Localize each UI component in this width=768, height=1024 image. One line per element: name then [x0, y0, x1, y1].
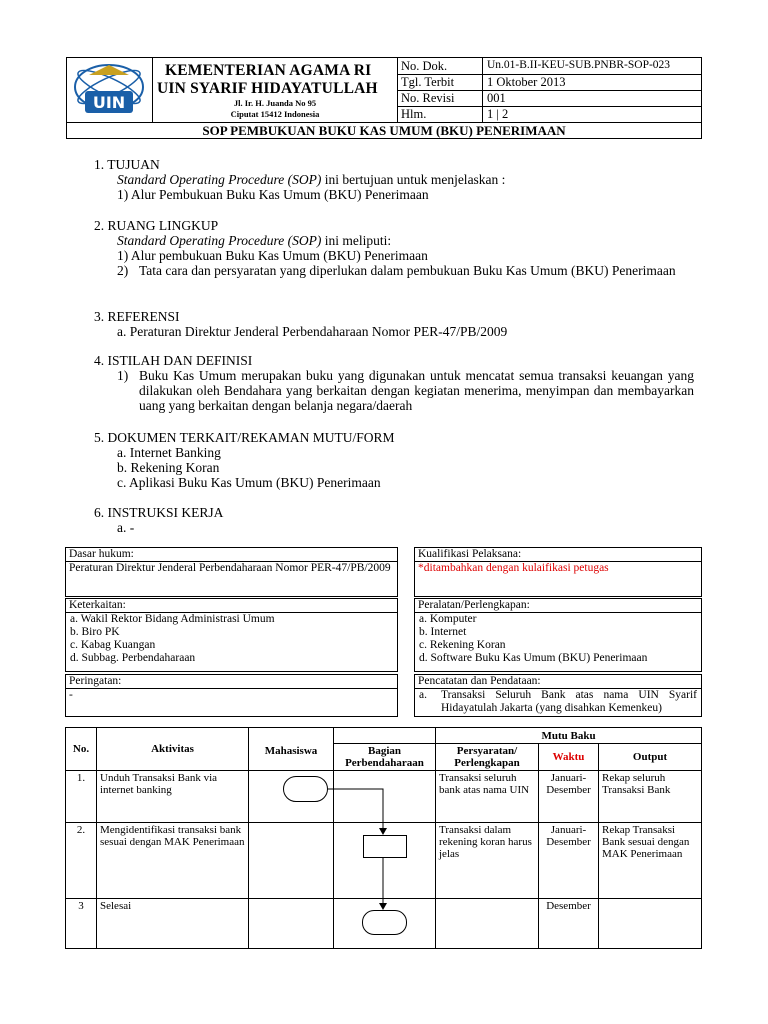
row-output: Rekap seluruh Transaksi Bank: [599, 771, 702, 823]
list-item: a. Transaksi Seluruh Bank atas nama UIN Syarif Hidayatulah Jakarta (yang disahkan Kemenkeu): [419, 689, 697, 714]
row-aktivitas: Unduh Transaksi Bank via internet banking: [97, 771, 249, 823]
peringatan-label: Peringatan:: [66, 675, 397, 689]
meta-value-no-revisi: 001: [487, 91, 506, 105]
row-no: 3: [66, 899, 97, 949]
meta-value-hlm: 1 | 2: [487, 107, 509, 121]
flow-process-box: [363, 835, 407, 858]
list-item: c. Rekening Koran: [419, 639, 506, 651]
header-waktu: Waktu: [539, 744, 599, 771]
section-intro: Standard Operating Procedure (SOP) ini meliputi:: [117, 233, 392, 248]
list-item: d. Software Buku Kas Umum (BKU) Penerimaan: [419, 652, 648, 664]
dasar-hukum-label: Dasar hukum:: [66, 548, 397, 562]
peringatan-value: -: [69, 689, 73, 701]
address-line2: Ciputat 15412 Indonesia: [230, 109, 320, 119]
meta-label-no-revisi: No. Revisi: [401, 91, 455, 105]
header-aktivitas: Aktivitas: [97, 728, 249, 771]
list-item: b. Biro PK: [70, 626, 120, 638]
header-output: Output: [599, 744, 702, 771]
row-persyaratan: Transaksi dalam rekening koran harus jelas: [436, 823, 539, 899]
list-item: 1) Alur pembukuan Buku Kas Umum (BKU) Penerimaan: [117, 248, 428, 263]
list-item: a. -: [117, 520, 135, 535]
kualifikasi-label: Kualifikasi Pelaksana:: [415, 548, 701, 562]
header-mutu-baku: Mutu Baku: [436, 728, 702, 744]
meta-value-tgl-terbit: 1 Oktober 2013: [487, 75, 566, 89]
row-waktu: Desember: [539, 899, 599, 949]
svg-text:UIN: UIN: [92, 93, 126, 112]
flow-end-terminator: [362, 910, 407, 935]
keterkaitan-label: Keterkaitan:: [66, 599, 397, 613]
institution-line2: UIN SYARIF HIDAYATULLAH: [157, 80, 378, 97]
list-item: 1) Alur Pembukuan Buku Kas Umum (BKU) Penerimaan: [117, 187, 429, 202]
header-mahasiswa: Mahasiswa: [249, 744, 334, 771]
list-item: 2) Tata cara dan persyaratan yang diperlukan dalam pembukuan Buku Kas Umum (BKU) Penerimaan: [117, 263, 676, 278]
dasar-hukum-value: Peraturan Direktur Jenderal Perbendaharaan Nomor PER-47/PB/2009: [69, 562, 391, 574]
list-item: b. Rekening Koran: [117, 460, 220, 475]
meta-label-no-dok: No. Dok.: [401, 59, 448, 73]
row-waktu: Januari-Desember: [539, 823, 599, 899]
row-persyaratan: Transaksi seluruh bank atas nama UIN: [436, 771, 539, 823]
section-heading: 4. ISTILAH DAN DEFINISI: [94, 353, 253, 368]
row-output: Rekap Transaksi Bank sesuai dengan MAK Penerimaan: [599, 823, 702, 899]
sop-title: SOP PEMBUKUAN BUKU KAS UMUM (BKU) PENERIMAAN: [202, 123, 566, 138]
list-item: a. Komputer: [419, 613, 477, 625]
list-item: c. Aplikasi Buku Kas Umum (BKU) Penerimaan: [117, 475, 381, 490]
section-heading: 5. DOKUMEN TERKAIT/REKAMAN MUTU/FORM: [94, 430, 395, 445]
section-heading: 6. INSTRUKSI KERJA: [94, 505, 224, 520]
row-no: 1.: [66, 771, 97, 823]
list-item: 1) Buku Kas Umum merupakan buku yang digunakan untuk mencatat semua transaksi keuangan yang dilakukan oleh Bendahara yang berkaitan dengan kegiatan menerima, menyimpan dan membayarkan uang yang berkaitan dengan belanja negara/daerah: [117, 368, 694, 413]
row-aktivitas: Selesai: [97, 899, 249, 949]
section-heading: 2. RUANG LINGKUP: [94, 218, 219, 233]
header-no: No.: [66, 728, 97, 771]
list-item: a. Peraturan Direktur Jenderal Perbendaharaan Nomor PER-47/PB/2009: [117, 324, 508, 339]
list-item: c. Kabag Kuangan: [70, 639, 156, 651]
section-heading: 1. TUJUAN: [94, 157, 160, 172]
meta-value-no-dok: Un.01-B.II-KEU-SUB.PNBR-SOP-023: [487, 59, 671, 71]
list-item: a. Internet Banking: [117, 445, 221, 460]
meta-label-tgl-terbit: Tgl. Terbit: [401, 75, 455, 89]
institution-line1: KEMENTERIAN AGAMA RI: [165, 62, 372, 79]
section-heading: 3. REFERENSI: [94, 309, 180, 324]
row-waktu: Januari-Desember: [539, 771, 599, 823]
row-aktivitas: Mengidentifikasi transaksi bank sesuai dengan MAK Penerimaan: [97, 823, 249, 899]
list-item: a. Wakil Rektor Bidang Administrasi Umum: [70, 613, 275, 625]
header-bagian: Bagian Perbendaharaan: [334, 744, 436, 771]
row-no: 2.: [66, 823, 97, 899]
section-intro: Standard Operating Procedure (SOP) ini bertujuan untuk menjelaskan :: [117, 172, 506, 187]
header-persyaratan: Persyaratan/ Perlengkapan: [436, 744, 539, 771]
list-item: d. Subbag. Perbendaharaan: [70, 652, 196, 664]
kualifikasi-value: *ditambahkan dengan kulaifikasi petugas: [418, 562, 609, 574]
peralatan-label: Peralatan/Perlengkapan:: [415, 599, 701, 613]
meta-label-hlm: Hlm.: [401, 107, 427, 121]
address-line1: Jl. Ir. H. Juanda No 95: [233, 98, 317, 108]
list-item: b. Internet: [419, 626, 467, 638]
pencatatan-label: Pencatatan dan Pendataan:: [415, 675, 701, 689]
